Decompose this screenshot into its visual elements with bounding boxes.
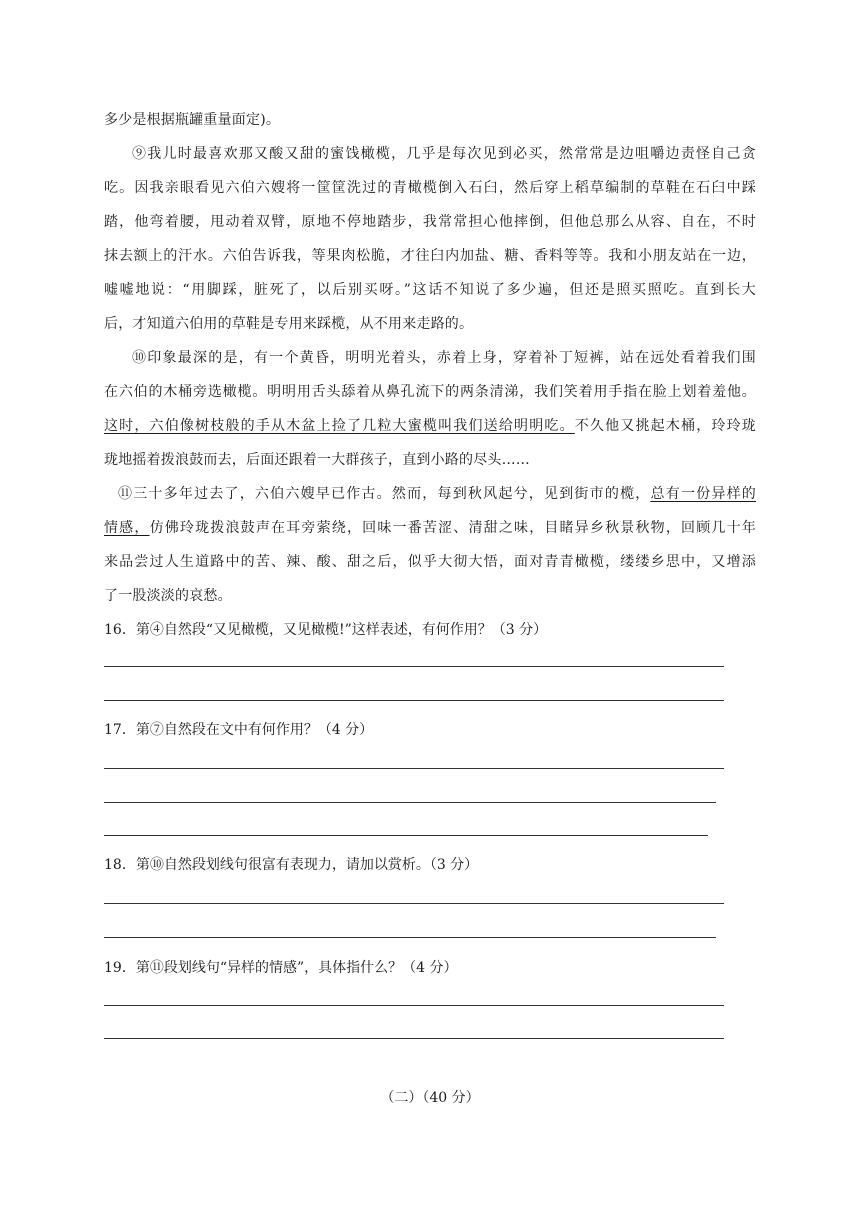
paragraph-line: 来品尝过人生道路中的苦、辣、酸、甜之后，似乎大彻大悟，面对青青橄榄，缕缕乡思中，又增添 xyxy=(104,554,756,570)
paragraph-line xyxy=(104,518,756,538)
underlined-phrase: 情感， xyxy=(104,520,150,536)
answer-line[interactable] xyxy=(104,903,724,904)
sentence-rest: 不久他又挑起木桶，玲玲珑 xyxy=(574,418,756,434)
question-19: 19．第⑪段划线句“异样的情感”，具体指什么？（4 分） xyxy=(104,960,458,976)
answer-line[interactable] xyxy=(104,700,724,701)
paragraph-line: 了一股淡淡的哀愁。 xyxy=(104,588,232,604)
answer-line[interactable] xyxy=(104,802,716,803)
paragraph-line: 在六伯的木桶旁选橄榄。明明用舌头舔着从鼻孔流下的两条清涕，我们笑着用手指在脸上划着羞他。 xyxy=(104,384,756,400)
paragraph-line: 后，才知道六伯用的草鞋是专用来踩榄，从不用来走路的。 xyxy=(104,316,474,332)
underlined-phrase: 总有一份异样的 xyxy=(650,486,757,502)
answer-line[interactable] xyxy=(104,666,724,667)
question-18: 18．第⑩自然段划线句很富有表现力，请加以赏析。（3 分） xyxy=(104,857,479,873)
answer-line[interactable] xyxy=(104,1005,724,1006)
paragraph-8-end: 多少是根据瓶罐重量面定)。 xyxy=(104,112,281,128)
question-16: 16．第④自然段“又见橄榄，又见橄榄!”这样表述，有何作用？（3 分） xyxy=(104,622,548,638)
paragraph-line: 踏，他弯着腰，甩动着双臂，原地不停地踏步，我常常担心他摔倒，但他总那么从容、自在，不时 xyxy=(104,214,756,230)
answer-line[interactable] xyxy=(104,835,708,836)
question-17: 17．第⑦自然段在文中有何作用？（4 分） xyxy=(104,722,374,738)
paragraph-line xyxy=(118,484,756,504)
underlined-sentence: 这时，六伯像树枝般的手从木盆上捡了几粒大蜜榄叫我们送给明明吃。 xyxy=(104,418,575,434)
paragraph-line: 抹去额上的汗水。六伯告诉我，等果肉松脆，才往臼内加盐、糖、香料等等。我和小朋友站在一边， xyxy=(104,248,756,264)
sentence-rest: 仿佛玲珑拨浪鼓声在耳旁萦绕，回味一番苦涩、清甜之味，目睹异乡秋景秋物，回顾几十年 xyxy=(149,520,756,536)
sentence-start: ⑪三十多年过去了，六伯六嫂早已作古。然而，每到秋风起兮，见到街市的榄， xyxy=(118,486,651,502)
answer-line[interactable] xyxy=(104,937,716,938)
paragraph-line: ⑨我儿时最喜欢那又酸又甜的蜜饯橄榄，几乎是每次见到必买，然常常是边咀嚼边责怪自己贪 xyxy=(132,146,756,162)
paragraph-line: ⑩印象最深的是，有一个黄昏，明明光着头，赤着上身，穿着补丁短裤，站在远处看着我们围 xyxy=(132,350,756,366)
paragraph-line: 嘘嘘地说：“用脚踩，脏死了，以后别买呀。”这话不知说了多少遍，但还是照买照吃。直到长大 xyxy=(104,282,756,298)
paragraph-line xyxy=(104,416,756,436)
answer-line[interactable] xyxy=(104,768,724,769)
answer-line[interactable] xyxy=(104,1038,724,1039)
section-heading: （二）（40 分） xyxy=(380,1090,480,1106)
paragraph-line: 珑地摇着拨浪鼓而去，后面还跟着一大群孩子，直到小路的尽头…… xyxy=(104,452,530,468)
paragraph-line: 吃。因我亲眼看见六伯六嫂将一筐筐洗过的青橄榄倒入石臼，然后穿上稻草编制的草鞋在石臼中踩 xyxy=(104,180,756,196)
